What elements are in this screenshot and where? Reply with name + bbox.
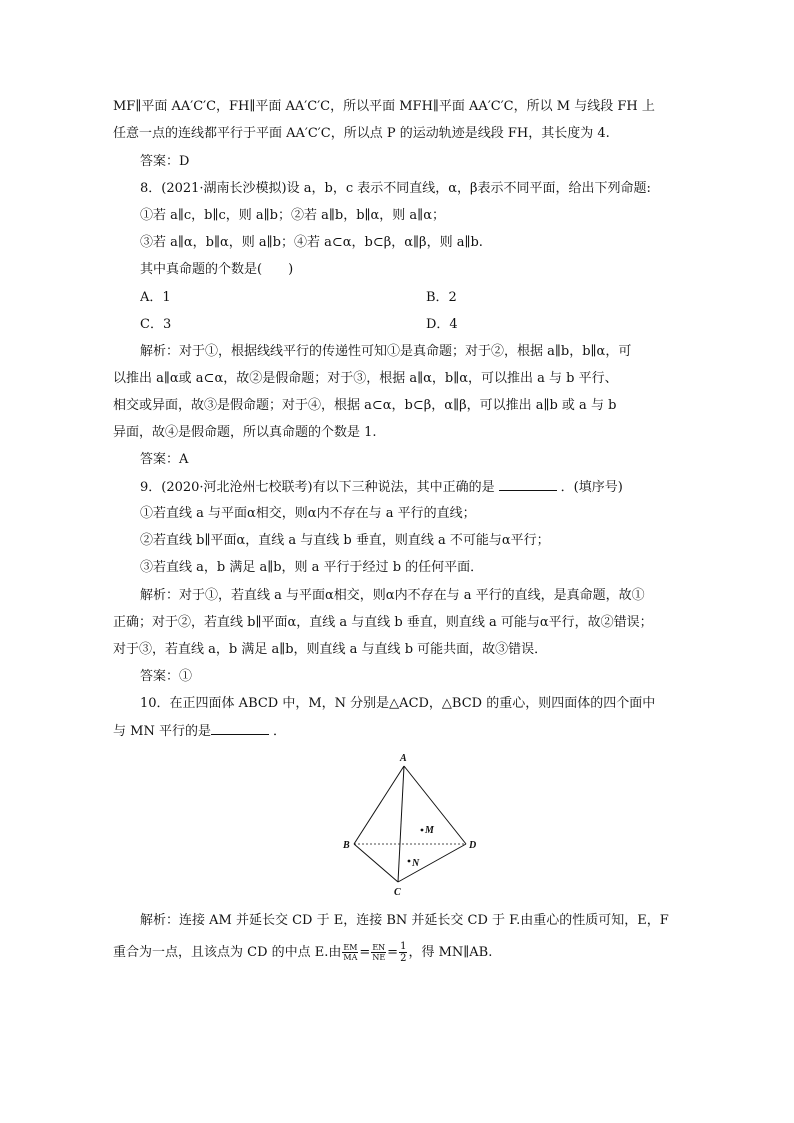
answer-blank-10: [211, 722, 269, 735]
label-n: N: [412, 858, 420, 869]
equals-sign-2: =: [387, 945, 399, 960]
fraction-en-ne-num: EN: [372, 943, 386, 952]
tetrahedron-figure: [338, 750, 488, 900]
option-a: A．1: [140, 290, 171, 305]
question-10-stem: 10．在正四面体 ABCD 中，M，N 分别是△ACD，△BCD 的重心，则四面体的四个面中: [140, 696, 656, 711]
question-8-stem: 8．(2021·湖南长沙模拟)设 a，b，c 表示不同直线，α，β表示不同平面，给出下列命题:: [140, 181, 651, 196]
answer-blank-9: [499, 478, 557, 491]
question-10-text: 与 MN 平行的是: [113, 724, 211, 739]
question-8-ask: 其中真命题的个数是( ): [140, 262, 294, 277]
solution-10-line-2: [113, 940, 683, 966]
option-c: C．3: [140, 317, 172, 332]
answer-8: 答案：A: [140, 452, 189, 467]
answer-9: 答案：①: [140, 669, 193, 684]
question-8-props-2: ③若 a∥α，b∥α，则 a∥b；④若 a⊂α，b⊂β，α∥β，则 a∥b.: [140, 235, 483, 250]
solution-8-line-2: 以推出 a∥α或 a⊂α，故②是假命题；对于③，根据 a∥α，b∥α，可以推出 a 与 b 平行、: [113, 371, 618, 386]
line-1: MF∥平面 AA′C′C，FH∥平面 AA′C′C，所以平面 MFH∥平面 AA′C′C，所以 M 与线段 FH 上: [113, 99, 655, 114]
answer-7: 答案：D: [140, 154, 190, 169]
solution-8-line-1: 解析：对于①，根据线线平行的传递性可知①是真命题；对于②，根据 a∥b，b∥α，可: [140, 344, 632, 359]
question-9-tail: ．(填序号): [560, 480, 623, 495]
label-c: C: [394, 887, 401, 898]
point-n: [408, 860, 411, 863]
question-10-ask: [113, 722, 683, 741]
label-d: D: [469, 840, 477, 851]
fraction-em-ma: [342, 943, 358, 962]
edge-bc: [354, 844, 398, 882]
edge-ab: [354, 766, 404, 844]
option-b: B．2: [426, 290, 457, 305]
fraction-one-half-num: 1: [400, 941, 407, 952]
statement-9-1: ①若直线 a 与平面α相交，则α内不存在与 a 平行的直线；: [140, 506, 476, 521]
label-a: A: [400, 753, 407, 764]
question-8-props-1: ①若 a∥c，b∥c，则 a∥b；②若 a∥b，b∥α，则 a∥α；: [140, 208, 445, 223]
edge-ac: [398, 766, 404, 882]
fraction-en-ne-den: NE: [372, 953, 386, 962]
solution-9-line-1: 解析：对于①，若直线 a 与平面α相交，则α内不存在与 a 平行的直线，是真命题，故①: [140, 588, 645, 603]
fraction-en-ne: [371, 943, 386, 962]
solution-10-tail: ，得 MN∥AB.: [408, 945, 493, 960]
solution-8-line-4: 异面，故④是假命题，所以真命题的个数是 1.: [113, 425, 377, 440]
statement-9-2: ②若直线 b∥平面α，直线 a 与直线 b 垂直，则直线 a 不可能与α平行；: [140, 533, 550, 548]
solution-10-line-1: 解析：连接 AM 并延长交 CD 于 E，连接 BN 并延长交 CD 于 F.由重心的性质可知，E，F: [140, 913, 669, 928]
fraction-one-half-den: 2: [400, 953, 407, 964]
label-m: M: [425, 825, 434, 836]
question-10-tail: ．: [272, 724, 286, 739]
solution-10-text: 重合为一点，且该点为 CD 的中点 E.由: [113, 945, 342, 960]
label-b: B: [343, 840, 350, 851]
statement-9-3: ③若直线 a，b 满足 a∥b，则 a 平行于经过 b 的任何平面．: [140, 560, 484, 575]
solution-9-line-3: 对于③，若直线 a，b 满足 a∥b，则直线 a 与直线 b 可能共面，故③错误．: [113, 642, 548, 657]
edge-ad: [404, 766, 466, 844]
question-9-stem: [140, 478, 710, 497]
fraction-em-ma-num: EM: [343, 943, 358, 952]
fraction-one-half: [399, 941, 407, 964]
fraction-em-ma-den: MA: [343, 953, 358, 962]
solution-8-line-3: 相交或异面，故③是假命题；对于④，根据 a⊂α，b⊂β，α∥β，可以推出 a∥b 或 a 与 b: [113, 398, 617, 413]
option-d: D．4: [426, 317, 458, 332]
point-m: [421, 829, 424, 832]
solution-9-line-2: 正确；对于②，若直线 b∥平面α，直线 a 与直线 b 垂直，则直线 a 可能与α平行，故②错误；: [113, 615, 653, 630]
edge-cd: [398, 844, 466, 882]
equals-sign-1: =: [359, 945, 371, 960]
line-2: 任意一点的连线都平行于平面 AA′C′C，所以点 P 的运动轨迹是线段 FH，其长度为 4.: [113, 126, 610, 141]
question-9-text: 9．(2020·河北沧州七校联考)有以下三种说法，其中正确的是: [140, 480, 495, 495]
